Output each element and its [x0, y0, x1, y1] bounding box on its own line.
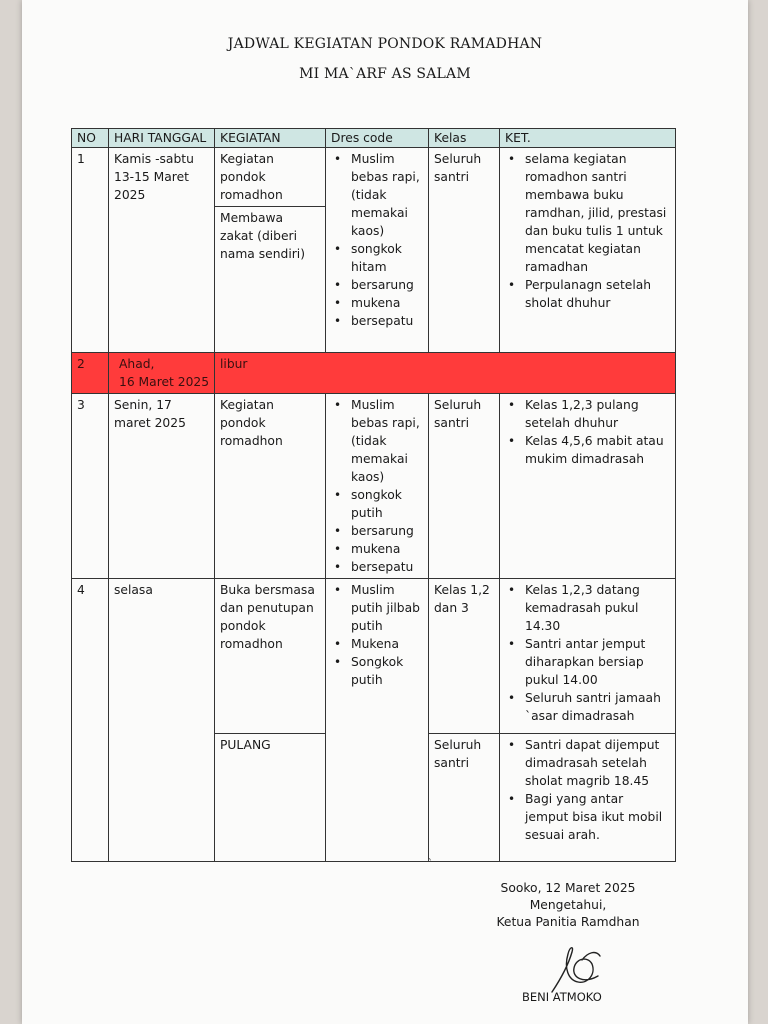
- sign-acknowledged: Mengetahui,: [529, 898, 607, 912]
- document-subtitle: MI MA`ARF AS SALAM: [299, 66, 471, 82]
- list-item: • Kelas 4,5,6 mabit atau mukim dimadrasah: [525, 432, 670, 468]
- list-item: • Kelas 1,2,3 datang kemadrasah pukul 14.30: [525, 581, 670, 635]
- list-item: • mukena: [351, 540, 423, 558]
- row3-note: [500, 394, 676, 579]
- row4-activity: Buka bersmasa dan penutupan pondok romadhon: [215, 579, 326, 734]
- list-item: • Muslim bebas rapi, (tidak memakai kaos): [351, 150, 423, 240]
- row4-no: 4: [72, 579, 109, 862]
- header-dress-code: Dres code: [326, 129, 429, 148]
- row3-no: 3: [72, 394, 109, 579]
- list-item: • Santri dapat dijemput dimadrasah setelah sholat magrib 18.45: [525, 736, 670, 790]
- row1-dress: [326, 148, 429, 353]
- table-row: [72, 394, 676, 579]
- row1-date: Kamis -sabtu 13-15 Maret 2025: [109, 148, 215, 353]
- row1-activity-2: Membawa zakat (diberi nama sendiri): [215, 207, 326, 353]
- header-date: HARI TANGGAL: [109, 129, 215, 148]
- row1-no: 1: [72, 148, 109, 353]
- row1-activity: Kegiatan pondok romadhon: [215, 148, 326, 207]
- row4-class-2: Seluruh santri: [429, 734, 500, 862]
- list-item: • Perpulanagn setelah sholat dhuhur: [525, 276, 670, 312]
- row2-holiday-note: libur: [215, 353, 676, 394]
- row2-date: [109, 353, 215, 394]
- document-title: JADWAL KEGIATAN PONDOK RAMADHAN: [227, 36, 543, 52]
- list-item: • songkok putih: [351, 486, 423, 522]
- list-item: • bersepatu: [351, 558, 423, 576]
- row4-dress: [326, 579, 429, 862]
- list-item: • Seluruh santri jamaah `asar dimadrasah: [525, 689, 670, 725]
- row3-class: Seluruh santri: [429, 394, 500, 579]
- header-class: Kelas: [429, 129, 500, 148]
- row4-date: selasa: [109, 579, 215, 862]
- row4-note: [500, 579, 676, 734]
- list-item: • selama kegiatan romadhon santri membawa buku ramdhan, jilid, prestasi dan buku tulis 1 untuk mencatat kegiatan ramadhan: [525, 150, 670, 276]
- sign-role: Ketua Panitia Ramdhan: [496, 915, 640, 929]
- list-item: • Muslim bebas rapi, (tidak memakai kaos): [351, 396, 423, 486]
- table-header-row: [72, 129, 676, 148]
- list-item: • Songkok putih: [351, 653, 423, 689]
- list-item: • Mukena: [351, 635, 423, 653]
- row3-activity: Kegiatan pondok romadhon: [215, 394, 326, 579]
- sign-place-date: Sooko, 12 Maret 2025: [500, 881, 636, 895]
- document-page: [22, 0, 748, 1024]
- paper-mark: ˄: [427, 858, 432, 869]
- list-item: • Kelas 1,2,3 pulang setelah dhuhur: [525, 396, 670, 432]
- row3-dress: [326, 394, 429, 579]
- row1-note: [500, 148, 676, 353]
- list-item: • bersarung: [351, 522, 423, 540]
- list-item: • mukena: [351, 294, 423, 312]
- row3-date: Senin, 17 maret 2025: [109, 394, 215, 579]
- row4-note-2: [500, 734, 676, 862]
- row4-activity-2: PULANG: [215, 734, 326, 862]
- header-activity: KEGIATAN: [215, 129, 326, 148]
- list-item: • bersarung: [351, 276, 423, 294]
- row2-date-line1: Ahad,: [119, 357, 155, 371]
- list-item: • songkok hitam: [351, 240, 423, 276]
- signer-name: BENI ATMOKO: [522, 990, 602, 1004]
- row4-class: Kelas 1,2 dan 3: [429, 579, 500, 734]
- table-row: [72, 579, 676, 734]
- table-row: [72, 353, 676, 394]
- list-item: • Bagi yang antar jemput bisa ikut mobil sesuai arah.: [525, 790, 670, 844]
- list-item: • Muslim putih jilbab putih: [351, 581, 423, 635]
- table-row: [72, 148, 676, 207]
- signature-block: [488, 880, 648, 931]
- header-no: NO: [72, 129, 109, 148]
- list-item: • Santri antar jemput diharapkan bersiap pukul 14.00: [525, 635, 670, 689]
- schedule-table: [71, 128, 676, 862]
- row2-no: 2: [72, 353, 109, 394]
- row2-date-line2: 16 Maret 2025: [119, 375, 210, 389]
- row1-class: Seluruh santri: [429, 148, 500, 353]
- header-note: KET.: [500, 129, 676, 148]
- list-item: • bersepatu: [351, 312, 423, 330]
